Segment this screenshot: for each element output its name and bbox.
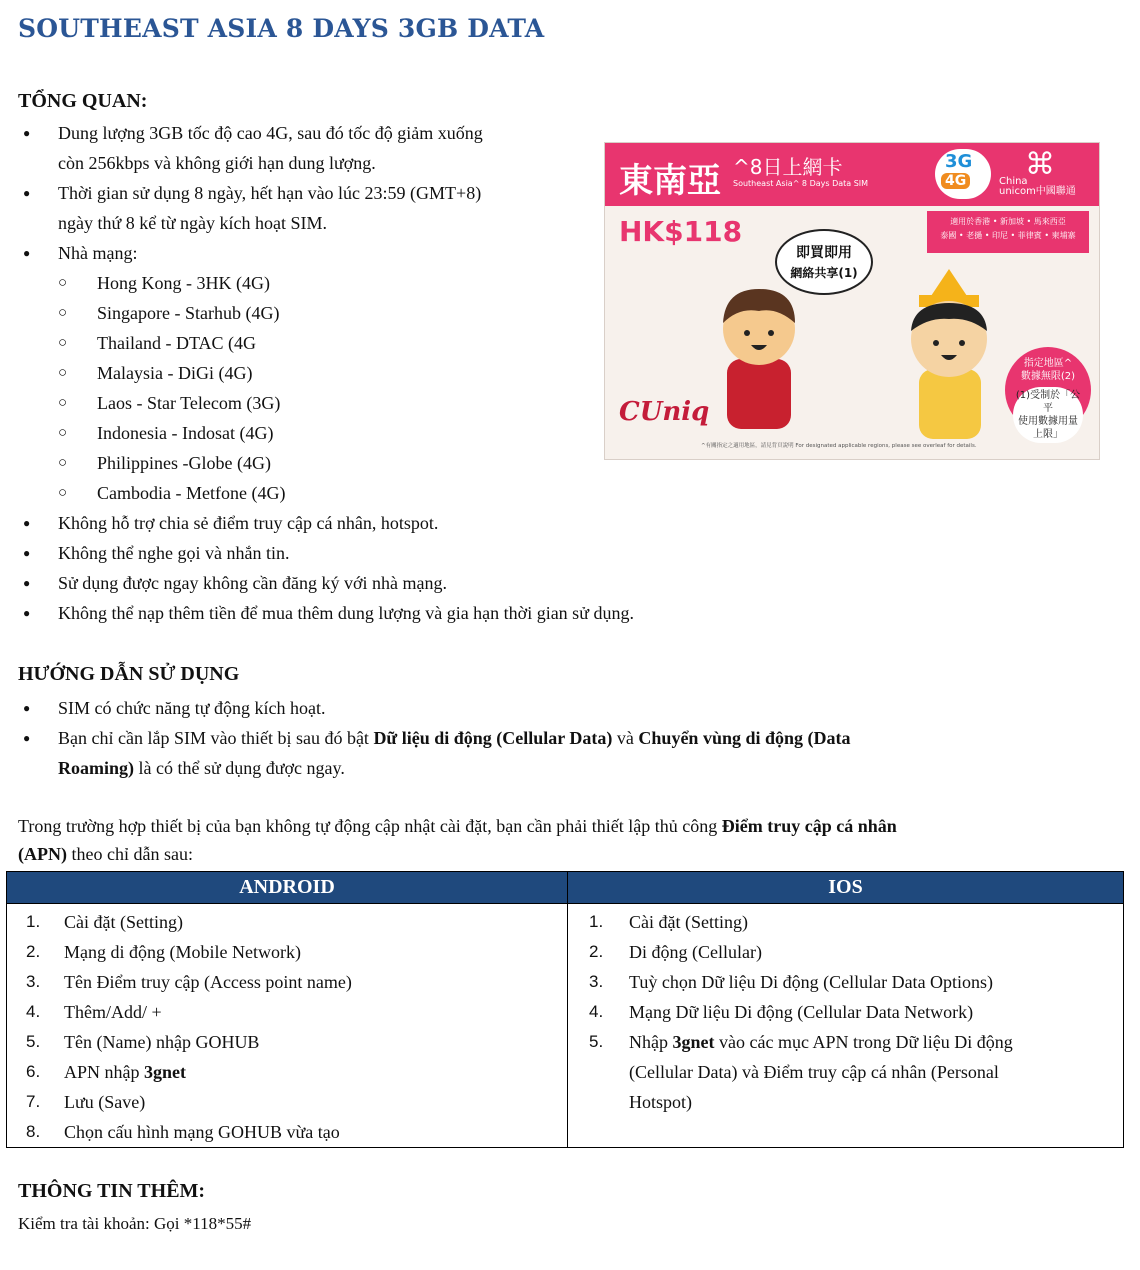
step-text: Mạng Dữ liệu Di động (Cellular Data Network) <box>629 1002 974 1022</box>
stamp-line5: 上限」 <box>1033 429 1063 440</box>
carrier-item: ○ Malaysia - DiGi (4G) <box>18 358 634 388</box>
data-roaming-term: Chuyển vùng di động (Data <box>638 728 851 748</box>
step-number: 1. <box>589 912 604 931</box>
apn-value: 3gnet <box>144 1062 186 1082</box>
ios-steps-cell <box>568 904 1124 1148</box>
regions-line1: 適用於香港 • 新加坡 • 馬來西亞 <box>950 217 1066 226</box>
step-text: Tuỳ chọn Dữ liệu Di động (Cellular Data Options) <box>629 972 994 992</box>
step-text: Tên (Name) nhập GOHUB <box>64 1032 260 1052</box>
step-number: 4. <box>26 1002 41 1021</box>
usage-text: Bạn chỉ cần lắp SIM vào thiết bị sau đó bật <box>58 728 374 748</box>
list-item <box>18 238 634 508</box>
table-row <box>568 997 1123 1027</box>
table-row <box>7 1087 567 1117</box>
list-item <box>18 723 850 783</box>
apn-note <box>18 812 897 868</box>
step-text: (Cellular Data) và Điểm truy cập cá nhân (Personal <box>629 1062 999 1082</box>
apn-settings-table <box>6 871 1124 1148</box>
table-row <box>568 907 1123 937</box>
carrier-list <box>58 268 634 508</box>
list-item <box>18 118 634 178</box>
account-check-line: Kiểm tra tài khoản: Gọi *118*55# <box>18 1214 252 1233</box>
stamp-line4: 使用數據用量 <box>1018 416 1078 427</box>
list-item: ● Không hỗ trợ chia sẻ điểm truy cập cá nhân, hotspot. <box>18 508 634 538</box>
cellular-data-term: Dữ liệu di động (Cellular Data) <box>373 728 613 748</box>
step-text: Di động (Cellular) <box>629 942 762 962</box>
carrier-item: ○ Philippines -Globe (4G) <box>18 448 634 478</box>
step-text: Cài đặt (Setting) <box>64 912 183 932</box>
step-number: 4. <box>589 1002 604 1021</box>
usage-list <box>18 693 850 783</box>
step-text: Cài đặt (Setting) <box>629 912 748 932</box>
sim-footnote: ^有關指定之適用地區，請見背頁說明 For designated applicable regions, please see overleaf for details. <box>701 443 977 449</box>
overview-bullet1-line1: Dung lượng 3GB tốc độ cao 4G, sau đó tốc độ giảm xuống <box>58 123 483 143</box>
overview-heading: TỔNG QUAN: <box>18 90 148 112</box>
step-number: 3. <box>589 972 604 991</box>
stamp-line1: 指定地區^ <box>1023 358 1073 369</box>
step-text: Hotspot) <box>629 1092 692 1112</box>
overview-bullet2-line1: Thời gian sử dụng 8 ngày, hết hạn vào lúc 23:59 (GMT+8) <box>58 183 482 203</box>
usage-text: và <box>612 728 639 748</box>
step-number: 6. <box>26 1062 41 1081</box>
apn-value: 3gnet <box>672 1032 715 1052</box>
step-text: Tên Điểm truy cập (Access point name) <box>64 972 352 992</box>
table-row <box>568 967 1123 997</box>
carrier-item: ○ Indonesia - Indosat (4G) <box>18 418 634 448</box>
sim-title-cn: 東南亞 <box>619 161 721 201</box>
brand-name <box>999 177 1076 197</box>
carrier-item: ○ Thailand - DTAC (4G <box>18 328 634 358</box>
badge-3g: 3G <box>945 151 973 172</box>
carrier-item: ○ Singapore - Starhub (4G) <box>18 298 634 328</box>
bubble-line2: 網絡共享(1) <box>790 266 858 280</box>
step-text: Thêm/Add/ + <box>64 1002 162 1022</box>
apn-note-text: Trong trường hợp thiết bị của bạn không tự động cập nhật cài đặt, bạn cần phải thiết lập thủ công <box>18 816 722 836</box>
step-number: 7. <box>26 1092 41 1111</box>
table-row <box>7 937 567 967</box>
step-text: Lưu (Save) <box>64 1092 146 1112</box>
step-text: Nhập <box>629 1032 673 1052</box>
overview-bullet1-line2: còn 256kbps và không giới hạn dung lượng. <box>58 153 376 173</box>
girl-character-illustration <box>889 259 1009 449</box>
stamp-note <box>1013 387 1083 443</box>
data-roaming-term-cont: Roaming) <box>58 758 134 778</box>
boy-character-illustration <box>705 277 815 437</box>
sim-card-image <box>604 142 1100 460</box>
android-header: ANDROID <box>7 872 568 904</box>
stamp-line3: (1)受制於「公平 <box>1015 390 1081 414</box>
step-text: vào các mục APN trong Dữ liệu Di động <box>714 1032 1013 1052</box>
table-row <box>568 937 1123 967</box>
step-number: 2. <box>26 942 41 961</box>
sim-subtitle-en: Southeast Asia^ 8 Days Data SIM <box>733 179 869 188</box>
overview-list <box>18 118 634 628</box>
list-item: ● Không thể nạp thêm tiền để mua thêm dung lượng và gia hạn thời gian sử dụng. <box>18 598 634 628</box>
carrier-item: ○ Cambodia - Metfone (4G) <box>18 478 634 508</box>
apn-term-abbr: (APN) <box>18 844 67 864</box>
sim-subtitle-cn: ^8日上網卡 <box>733 155 843 179</box>
step-number: 3. <box>26 972 41 991</box>
stamp-line2: 數據無限(2) <box>1020 371 1076 382</box>
overview-bullet2-line2: ngày thứ 8 kể từ ngày kích hoạt SIM. <box>58 213 327 233</box>
list-item: ● Không thể nghe gọi và nhắn tin. <box>18 538 634 568</box>
table-row <box>7 1027 567 1057</box>
network-badge <box>935 149 991 199</box>
badge-4g: 4G <box>941 173 970 189</box>
usage-heading: HƯỚNG DẪN SỬ DỤNG <box>18 663 240 685</box>
table-row <box>7 1117 567 1147</box>
extra-heading: THÔNG TIN THÊM: <box>18 1180 206 1202</box>
list-item: ● SIM có chức năng tự động kích hoạt. <box>18 693 850 723</box>
android-steps <box>7 904 567 1147</box>
brand-line2: unicom中國聯通 <box>999 186 1076 197</box>
step-number: 1. <box>26 912 41 931</box>
table-row <box>568 1027 1123 1117</box>
ios-steps <box>568 904 1123 1117</box>
apn-term: Điểm truy cập cá nhân <box>721 816 897 836</box>
list-item <box>18 178 634 238</box>
table-row <box>7 997 567 1027</box>
carrier-item: ○ Laos - Star Telecom (3G) <box>18 388 634 418</box>
step-number: 8. <box>26 1122 41 1141</box>
table-row <box>7 907 567 937</box>
ios-header: IOS <box>568 872 1124 904</box>
cuniq-logo: CUniq <box>619 397 710 427</box>
step-text: Chọn cấu hình mạng GOHUB vừa tạo <box>64 1122 340 1142</box>
step-number: 5. <box>26 1032 41 1051</box>
sim-price: HK$118 <box>619 215 743 248</box>
sim-regions <box>927 211 1089 253</box>
page-title: SOUTHEAST ASIA 8 DAYS 3GB DATA <box>18 14 545 43</box>
regions-line2: 泰國 • 老撾 • 印尼 • 菲律賓 • 柬埔寨 <box>940 231 1076 240</box>
table-row <box>7 967 567 997</box>
bubble-line1: 即買即用 <box>796 245 852 261</box>
step-number: 2. <box>589 942 604 961</box>
apn-note-text: theo chỉ dẫn sau: <box>66 844 193 864</box>
china-unicom-knot-icon: ⌘ <box>1025 147 1055 182</box>
android-steps-cell <box>7 904 568 1148</box>
carrier-item: ○ Hong Kong - 3HK (4G) <box>18 268 634 298</box>
step-number: 5. <box>589 1032 604 1051</box>
brand-line1: China <box>999 176 1028 187</box>
unlimited-data-stamp <box>1005 347 1091 440</box>
step-text: APN nhập <box>64 1062 144 1082</box>
list-item: ● Sử dụng được ngay không cần đăng ký với nhà mạng. <box>18 568 634 598</box>
usage-text: là có thể sử dụng được ngay. <box>134 758 345 778</box>
overview-bullet3: Nhà mạng: <box>58 243 138 263</box>
step-text: Mạng di động (Mobile Network) <box>64 942 301 962</box>
table-row <box>7 1057 567 1087</box>
